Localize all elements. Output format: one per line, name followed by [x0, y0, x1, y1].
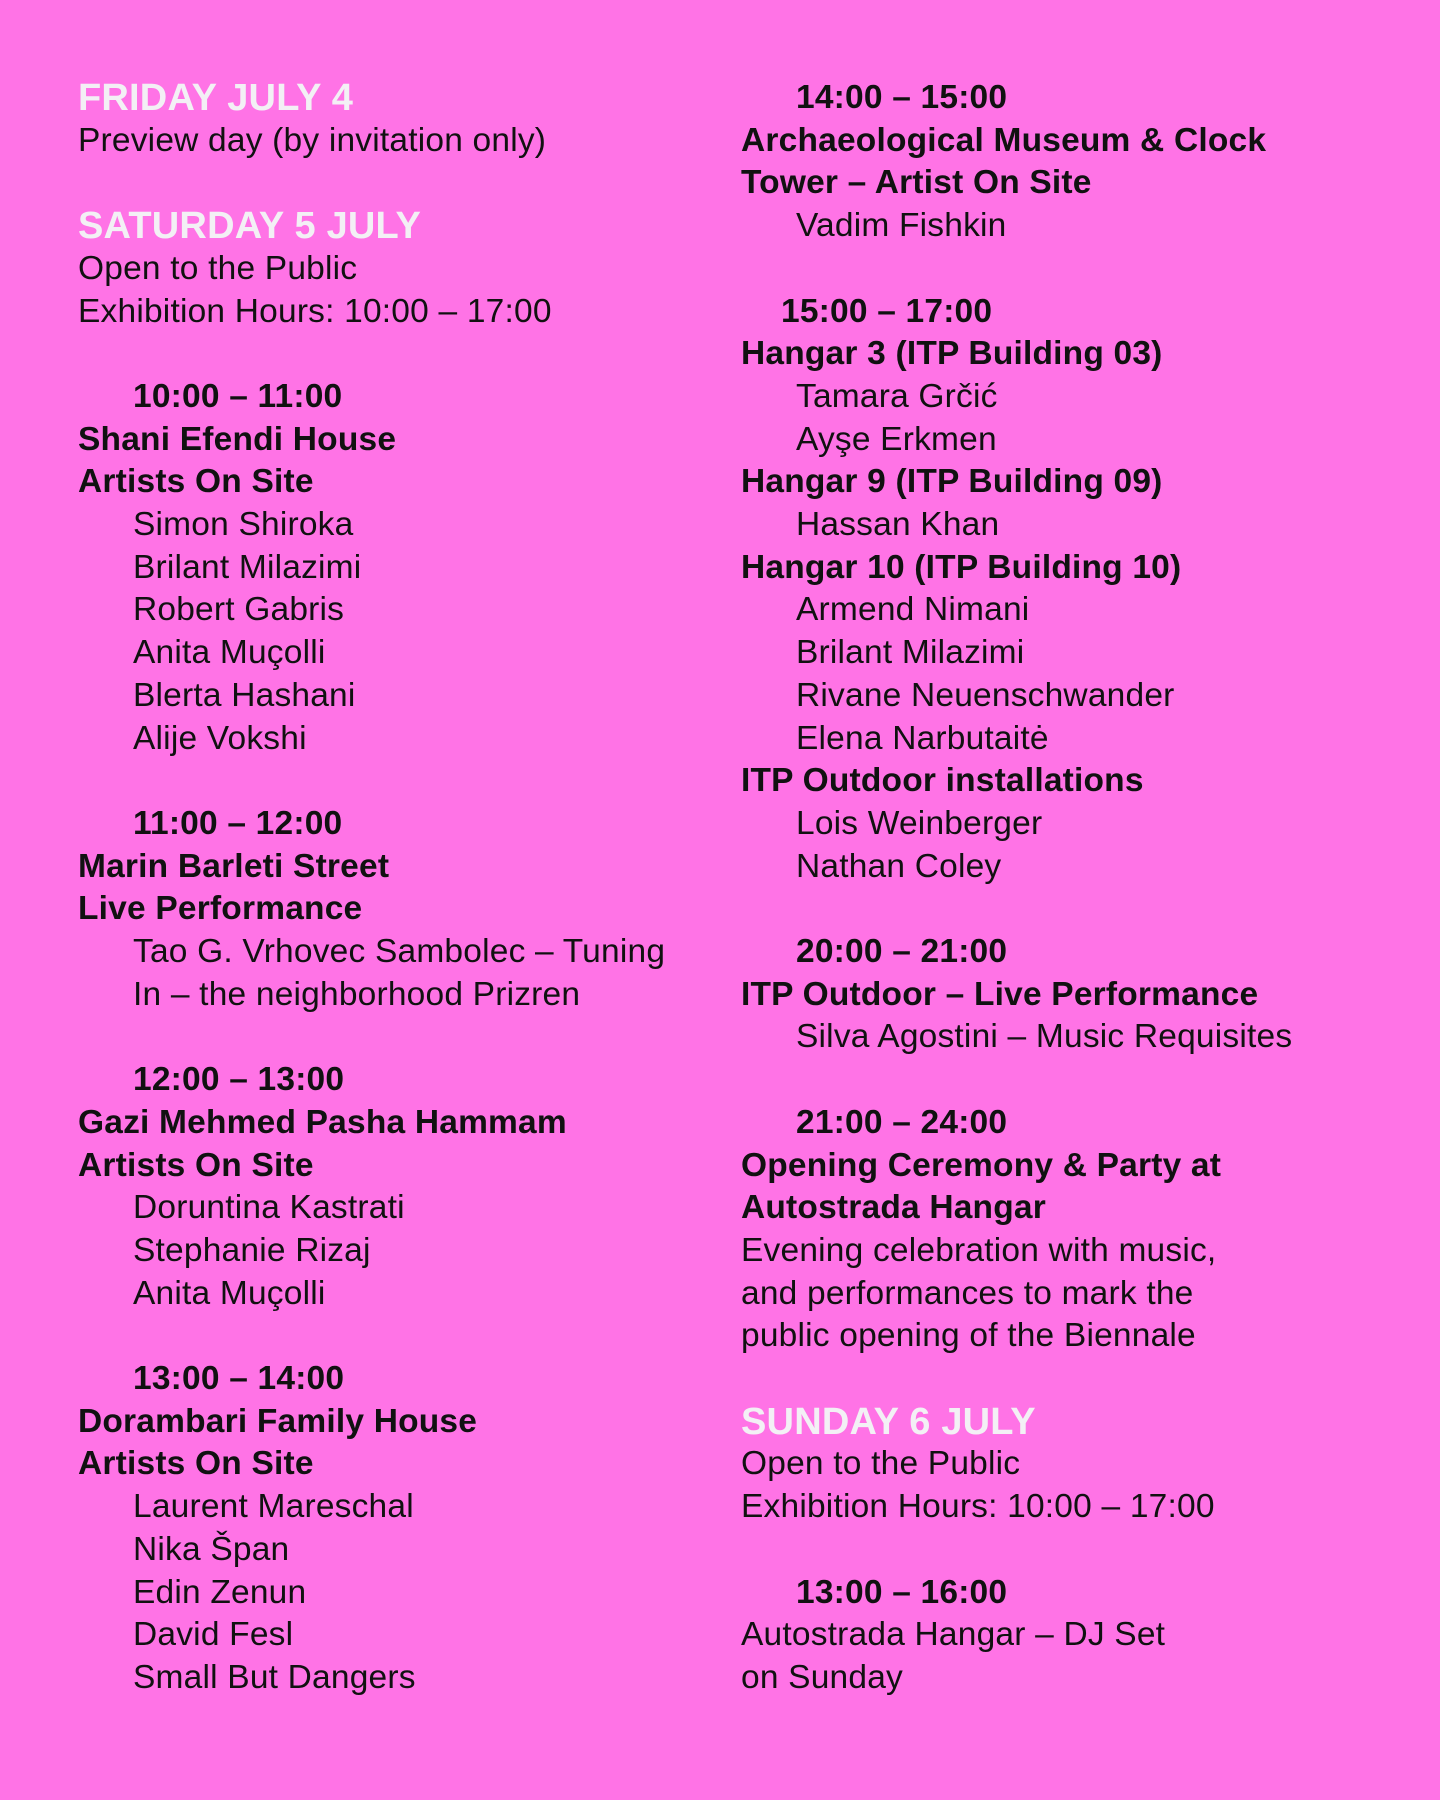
- venue-title: Opening Ceremony & Party at: [741, 1146, 1222, 1184]
- artist-name: Anita Muçolli: [133, 634, 326, 672]
- artist-name: Rivane Neuenschwander: [796, 676, 1175, 714]
- artist-name: Elena Narbutaitė: [796, 719, 1049, 757]
- artist-name: Nika Špan: [133, 1530, 290, 1568]
- artist-name: Silva Agostini – Music Requisites: [796, 1018, 1293, 1056]
- artist-name: Simon Shiroka: [133, 506, 354, 543]
- venue-title: ITP Outdoor installations: [741, 762, 1144, 800]
- time-slot: 13:00 – 14:00: [133, 1360, 345, 1398]
- saturday-hours: Exhibition Hours: 10:00 – 17:00: [78, 292, 552, 330]
- performance-title: In – the neighborhood Prizren: [133, 975, 581, 1013]
- artist-name: Alije Vokshi: [133, 719, 307, 757]
- artist-name: Lois Weinberger: [796, 804, 1043, 842]
- venue-title: Autostrada Hangar: [741, 1189, 1046, 1227]
- time-slot: 11:00 – 12:00: [133, 804, 343, 842]
- event-type: Live Performance: [78, 890, 363, 928]
- artist-name: Edin Zenun: [133, 1573, 307, 1611]
- sunday-hours: Exhibition Hours: 10:00 – 17:00: [741, 1488, 1215, 1526]
- event-description: on Sunday: [741, 1658, 903, 1696]
- event-description: Evening celebration with music,: [741, 1231, 1217, 1269]
- time-slot: 14:00 – 15:00: [796, 79, 1008, 116]
- day-heading-saturday: SATURDAY 5 JULY: [78, 205, 422, 248]
- right-column: [741, 77, 1401, 1700]
- venue-title: Marin Barleti Street: [78, 847, 390, 885]
- time-slot: 15:00 – 17:00: [781, 292, 993, 330]
- venue-title: ITP Outdoor – Live Performance: [741, 975, 1259, 1013]
- venue-title: Hangar 10 (ITP Building 10): [741, 548, 1182, 586]
- venue-title: Dorambari Family House: [78, 1402, 478, 1440]
- sunday-open-note: Open to the Public: [741, 1445, 1021, 1483]
- friday-note: Preview day (by invitation only): [78, 121, 547, 159]
- venue-title: Gazi Mehmed Pasha Hammam: [78, 1103, 567, 1141]
- event-description: Autostrada Hangar – DJ Set: [741, 1616, 1166, 1654]
- artist-name: Blerta Hashani: [133, 676, 356, 714]
- time-slot: 21:00 – 24:00: [796, 1103, 1008, 1141]
- event-type: Artists On Site: [78, 1445, 314, 1483]
- artist-name: Armend Nimani: [796, 591, 1030, 629]
- time-slot: 12:00 – 13:00: [133, 1061, 345, 1099]
- artist-name: Brilant Milazimi: [133, 548, 362, 586]
- artist-name: Robert Gabris: [133, 591, 345, 629]
- venue-title: Tower – Artist On Site: [741, 164, 1092, 202]
- artist-name: Ayşe Erkmen: [796, 420, 997, 458]
- venue-title: Archaeological Museum & Clock: [741, 121, 1267, 159]
- artist-name: David Fesl: [133, 1616, 294, 1654]
- artist-name: Small But Dangers: [133, 1658, 416, 1696]
- artist-name: Vadim Fishkin: [796, 207, 1007, 245]
- day-heading-sunday: SUNDAY 6 JULY: [741, 1400, 1036, 1443]
- event-description: public opening of the Biennale: [741, 1317, 1196, 1355]
- venue-title: Shani Efendi House: [78, 420, 397, 458]
- artist-name: Hassan Khan: [796, 506, 1000, 544]
- time-slot: 20:00 – 21:00: [796, 933, 1008, 971]
- time-slot: 13:00 – 16:00: [796, 1573, 1008, 1611]
- venue-title: Hangar 3 (ITP Building 03): [741, 335, 1163, 373]
- artist-name: Stephanie Rizaj: [133, 1231, 371, 1269]
- time-slot: 10:00 – 11:00: [133, 377, 343, 415]
- artist-name: Brilant Milazimi: [796, 634, 1025, 672]
- day-heading-friday: FRIDAY JULY 4: [78, 77, 354, 119]
- artist-name: Tamara Grčić: [796, 377, 998, 415]
- event-type: Artists On Site: [78, 463, 314, 501]
- event-type: Artists On Site: [78, 1146, 314, 1184]
- left-column: [78, 77, 718, 1700]
- venue-title: Hangar 9 (ITP Building 09): [741, 463, 1163, 501]
- artist-name: Laurent Mareschal: [133, 1488, 414, 1526]
- saturday-open-note: Open to the Public: [78, 249, 358, 287]
- artist-name: Nathan Coley: [796, 847, 1002, 885]
- artist-name: Doruntina Kastrati: [133, 1189, 405, 1227]
- event-description: and performances to mark the: [741, 1274, 1194, 1312]
- artist-name: Anita Muçolli: [133, 1274, 326, 1312]
- performance-title: Tao G. Vrhovec Sambolec – Tuning: [133, 933, 666, 971]
